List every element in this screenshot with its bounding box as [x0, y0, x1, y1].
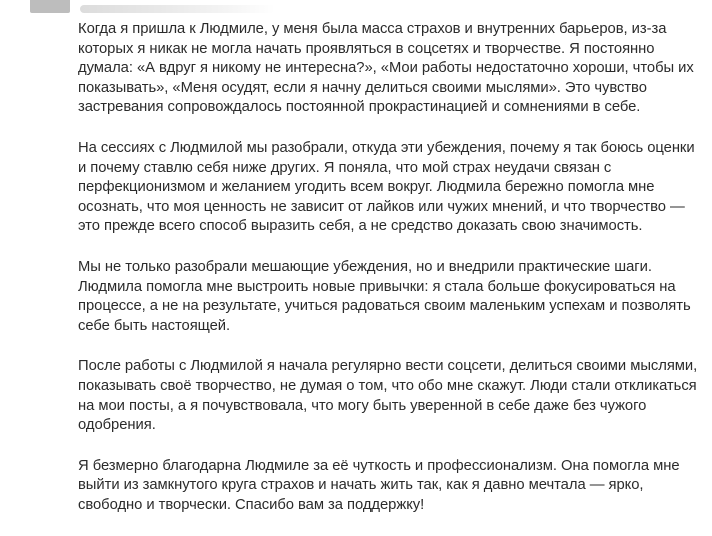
post-header — [0, 0, 712, 22]
avatar[interactable] — [30, 0, 70, 13]
post-paragraph: Когда я пришла к Людмиле, у меня была масса страхов и внутренних барьеров, из-за которых я никак не могла начать проявляться в соцсетях и творчестве. Я постоянно думала: «А вдруг я никому не интересна?», «Мои работы недостаточно хороши, чтобы их показывать», «Меня осудят, если я начну делиться своими мыслями». Это чувство застревания сопровождалось постоянной прокрастинацией и сомнениями в себе. — [78, 21, 694, 116]
post-text — [78, 20, 698, 536]
post-paragraph: Мы не только разобрали мешающие убеждения, но и внедрили практические шаги. Людмила помогла мне выстроить новые привычки: я стала больше фокусироваться на процессе, а не на результате, учиться радоваться своим маленьким успехам и позволять себе быть настоящей. — [78, 258, 691, 334]
post-paragraph: На сессиях с Людмилой мы разобрали, откуда эти убеждения, почему я так боюсь оценки и почему ставлю себя ниже других. Я поняла, что мой страх неудачи связан с перфекционизмом и желанием угодить всем вокруг. Людмила бережно помогла мне осознать, что моя ценность не зависит от лайков или чужих мнений, и что творчество — это прежде всего способ выразить себя, а не средство доказать свою значимость. — [78, 139, 695, 235]
post-paragraph: После работы с Людмилой я начала регулярно вести соцсети, делиться своими мыслями, показывать своё творчество, не думая о том, что обо мне скажут. Люди стали откликаться на мои посты, а я почувствовала, что могу быть уверенной в себе даже без чужого одобрения. — [78, 358, 698, 434]
author-name-redacted[interactable] — [80, 5, 275, 13]
post-paragraph: Я безмерно благодарна Людмиле за её чуткость и профессионализм. Она помогла мне выйти из замкнутого круга страхов и начать жить так, как я давно мечтала — ярко, свободно и творчески. Спасибо вам за поддержку! — [78, 457, 680, 513]
